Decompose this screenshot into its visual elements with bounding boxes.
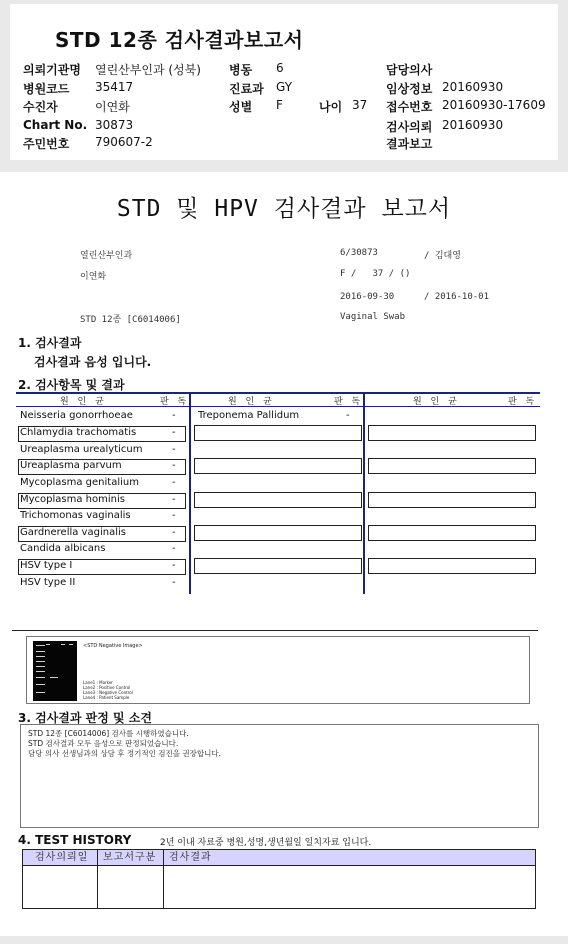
summary-panel — [10, 4, 558, 160]
facility-label: 의뢰기관명 — [23, 63, 81, 77]
empty-cell — [194, 558, 362, 574]
report-title: STD 및 HPV 검사결과 보고서 — [116, 196, 452, 222]
section4-title: 4. TEST HISTORY — [18, 833, 132, 847]
report-doctor: / 김대영 — [424, 251, 461, 261]
organism-name: HSV type II — [20, 577, 76, 588]
organism-name: Neisseria gonorrhoeae — [20, 410, 133, 421]
dept-value: GY — [276, 80, 293, 94]
empty-cell — [368, 525, 536, 541]
col2-judgment-header: 판 독 — [334, 397, 364, 407]
clinical-value: 20160930 — [442, 80, 504, 94]
empty-cell — [368, 558, 536, 574]
column-divider — [189, 392, 191, 594]
divider-line — [12, 630, 538, 631]
col1-pathogen-header: 원 인 균 — [60, 397, 107, 407]
empty-cell — [194, 492, 362, 508]
organism-result: - — [172, 543, 176, 554]
column-divider — [363, 392, 365, 594]
history-divider — [163, 850, 164, 908]
gel-legend: Lane1 : Marker — [83, 680, 113, 685]
organism-result: - — [346, 410, 350, 421]
gel-band — [36, 692, 45, 693]
history-col-report-type: 보고서구분 — [103, 852, 157, 863]
patient-value: 이연화 — [95, 100, 130, 114]
facility-value: 열린산부인과 (성북) — [95, 63, 201, 77]
report-document — [0, 172, 568, 936]
gel-legend: Lane2 : Positive Control — [83, 685, 131, 690]
summary-title: STD 12종 검사결과보고서 — [55, 28, 304, 52]
gel-band — [61, 644, 65, 645]
organism-name: Gardnerella vaginalis — [20, 527, 126, 538]
gel-legend: Lane4 : Patient Sample — [83, 695, 130, 700]
request-label: 검사의뢰 — [386, 120, 433, 134]
patient-label: 수진자 — [23, 100, 58, 114]
empty-cell — [194, 525, 362, 541]
gel-band — [50, 677, 58, 678]
gel-image-panel — [26, 636, 530, 704]
age-label: 나이 — [319, 100, 343, 114]
report-date-received: 2016-09-30 — [340, 292, 395, 302]
gel-title: <STD Negative Image> — [83, 643, 143, 649]
hospital-code-label: 병원코드 — [23, 82, 70, 96]
organism-name: Chlamydia trachomatis — [20, 427, 137, 438]
col2-pathogen-header: 원 인 균 — [228, 397, 275, 407]
gel-band — [36, 651, 45, 652]
ward-value: 6 — [276, 61, 284, 75]
resident-label: 주민번호 — [23, 137, 70, 151]
section3-title: 3. 검사결과 판정 및 소견 — [18, 711, 152, 725]
opinion-line: STD 검사결과 모두 음성으로 판정되었습니다. — [28, 739, 179, 748]
report-specimen: Vaginal Swab — [340, 312, 406, 322]
receipt-label: 접수번호 — [386, 100, 433, 114]
request-value: 20160930 — [442, 118, 504, 132]
gel-band — [36, 684, 45, 685]
history-divider — [97, 850, 98, 908]
results-table-header — [16, 392, 540, 407]
empty-cell — [368, 492, 536, 508]
age-value: 37 — [352, 98, 368, 112]
gel-band — [36, 656, 45, 657]
history-table — [22, 849, 536, 909]
organism-result: - — [172, 477, 176, 488]
doctor-label: 담당의사 — [386, 63, 433, 77]
sex-label: 성별 — [229, 100, 253, 114]
gel-legend: Lane3 : Negative Control — [83, 690, 133, 695]
results-table — [16, 392, 540, 594]
report-label: 결과보고 — [386, 137, 433, 151]
receipt-value: 20160930-17609 — [442, 98, 546, 112]
gel-band — [36, 677, 45, 678]
empty-cell — [194, 425, 362, 441]
ward-label: 병동 — [229, 63, 253, 77]
col1-judgment-header: 판 독 — [160, 397, 190, 407]
section1-title: 1. 검사결과 — [18, 336, 82, 350]
organism-result: - — [172, 494, 176, 505]
opinion-line: 담당 의사 선생님과의 상담 후 정기적인 검진을 권장합니다. — [28, 749, 221, 758]
opinion-line: STD 12종 [C6014006] 검사를 시행하였습니다. — [28, 729, 189, 738]
report-date-reported: / 2016-10-01 — [424, 292, 490, 302]
empty-cell — [368, 458, 536, 474]
section2-title: 2. 검사항목 및 결과 — [18, 378, 125, 392]
gel-band — [36, 645, 45, 646]
report-patient: 이연화 — [80, 272, 107, 282]
dept-label: 진료과 — [229, 82, 264, 96]
col3-pathogen-header: 원 인 균 — [413, 397, 460, 407]
organism-result: - — [172, 460, 176, 471]
hospital-code-value: 35417 — [95, 80, 134, 94]
section1-result: 검사결과 음성 입니다. — [34, 355, 152, 369]
organism-name: Mycoplasma genitalium — [20, 477, 139, 488]
history-table-header — [23, 850, 535, 866]
organism-name: Ureaplasma urealyticum — [20, 444, 143, 455]
history-note: 2년 이내 자료중 병원,성명,생년월일 일치자료 입니다. — [160, 838, 372, 848]
empty-cell — [368, 425, 536, 441]
sex-value: F — [276, 98, 283, 112]
organism-result: - — [172, 560, 176, 571]
report-sex-age: F / 37 / () — [340, 269, 411, 279]
clinical-label: 임상정보 — [386, 82, 433, 96]
chart-label: Chart No. — [23, 118, 88, 132]
organism-name: Treponema Pallidum — [198, 410, 300, 421]
report-id: 6/30873 — [340, 248, 378, 258]
gel-band — [69, 644, 73, 645]
organism-name: Candida albicans — [20, 543, 106, 554]
col3-judgment-header: 판 독 — [508, 397, 538, 407]
gel-band — [36, 671, 45, 672]
organism-result: - — [172, 410, 176, 421]
organism-name: Ureaplasma parvum — [20, 460, 122, 471]
organism-name: Trichomonas vaginalis — [20, 510, 131, 521]
organism-name: Mycoplasma hominis — [20, 494, 125, 505]
organism-result: - — [172, 527, 176, 538]
opinion-box — [20, 724, 539, 828]
report-test-code: STD 12종 [C6014006] — [80, 315, 181, 325]
gel-band — [46, 644, 50, 645]
history-col-request-date: 검사의뢰일 — [35, 852, 89, 863]
resident-value: 790607-2 — [95, 135, 153, 149]
organism-result: - — [172, 510, 176, 521]
gel-band — [36, 666, 45, 667]
empty-cell — [194, 458, 362, 474]
report-hospital: 열린산부인과 — [80, 251, 133, 261]
gel-band — [36, 661, 45, 662]
organism-result: - — [172, 427, 176, 438]
history-col-result: 검사결과 — [169, 852, 212, 863]
chart-value: 30873 — [95, 118, 134, 132]
gel-electrophoresis-image — [33, 641, 77, 701]
organism-result: - — [172, 577, 176, 588]
organism-result: - — [172, 444, 176, 455]
organism-name: HSV type I — [20, 560, 73, 571]
